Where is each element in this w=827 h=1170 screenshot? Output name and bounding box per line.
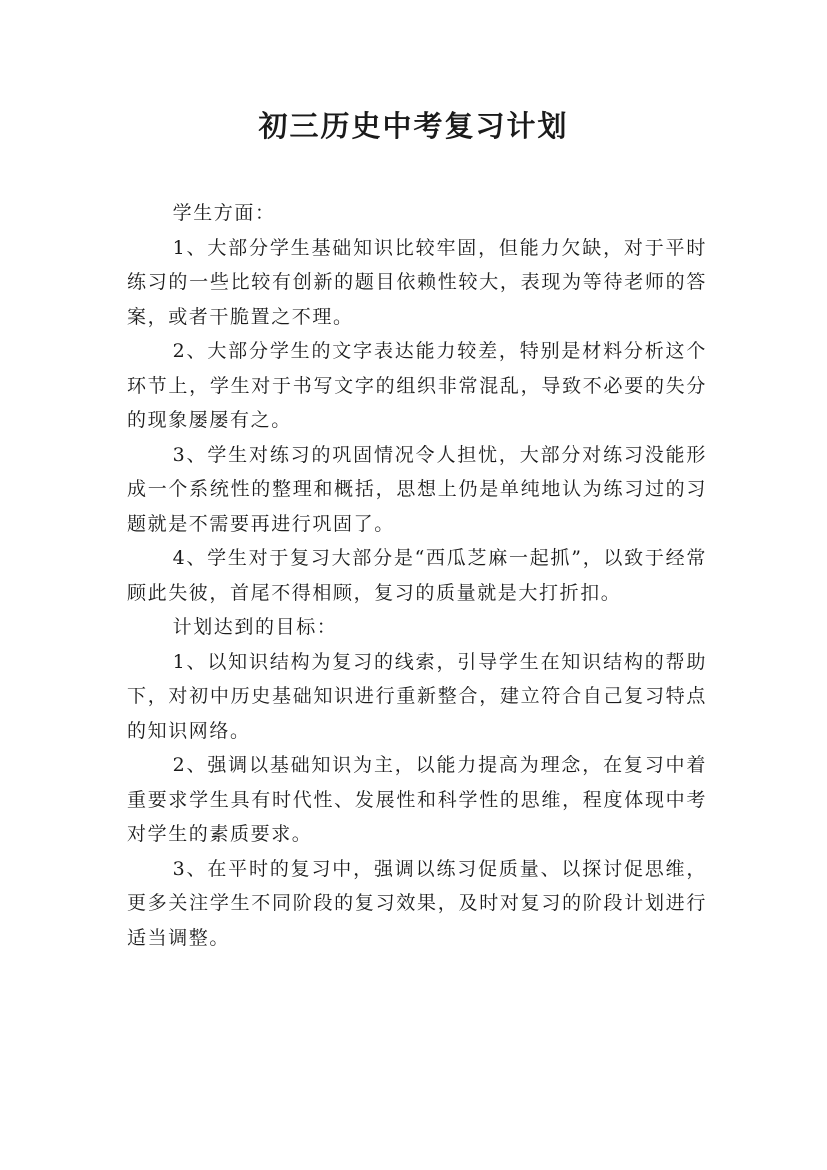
section-heading-students: 学生方面：	[172, 202, 276, 224]
paragraph-goal-3: 3、在平时的复习中，强调以练习促质量、以探讨促思维，更多关注学生不同阶段的复习效果，及时对复习的阶段计划进行适当调整。	[127, 857, 707, 949]
document-body	[127, 196, 707, 955]
paragraph-student-2: 2、大部分学生的文字表达能力较差，特别是材料分析这个环节上，学生对于书写文字的组织非常混乱，导致不必要的失分的现象屡屡有之。	[127, 340, 707, 431]
paragraph-student-1: 1、大部分学生基础知识比较牢固，但能力欠缺，对于平时练习的一些比较有创新的题目依赖性较大，表现为等待老师的答案，或者干脆置之不理。	[127, 236, 707, 328]
paragraph-student-3: 3、学生对练习的巩固情况令人担忧，大部分对练习没能形成一个系统性的整理和概括，思想上仍是单纯地认为练习过的习题就是不需要再进行巩固了。	[127, 443, 707, 535]
paragraph-goal-2: 2、强调以基础知识为主，以能力提高为理念，在复习中着重要求学生具有时代性、发展性和科学性的思维，程度体现中考对学生的素质要求。	[127, 754, 707, 845]
document-title: 初三历史中考复习计划	[258, 109, 569, 143]
section-heading-goals: 计划达到的目标：	[172, 616, 338, 638]
paragraph-student-4: 4、学生对于复习大部分是“西瓜芝麻一起抓”，以致于经常顾此失彼，首尾不得相顾，复习的质量就是大打折扣。	[127, 547, 707, 604]
paragraph-goal-1: 1、以知识结构为复习的线索，引导学生在知识结构的帮助下，对初中历史基础知识进行重新整合，建立符合自己复习特点的知识网络。	[127, 650, 707, 742]
